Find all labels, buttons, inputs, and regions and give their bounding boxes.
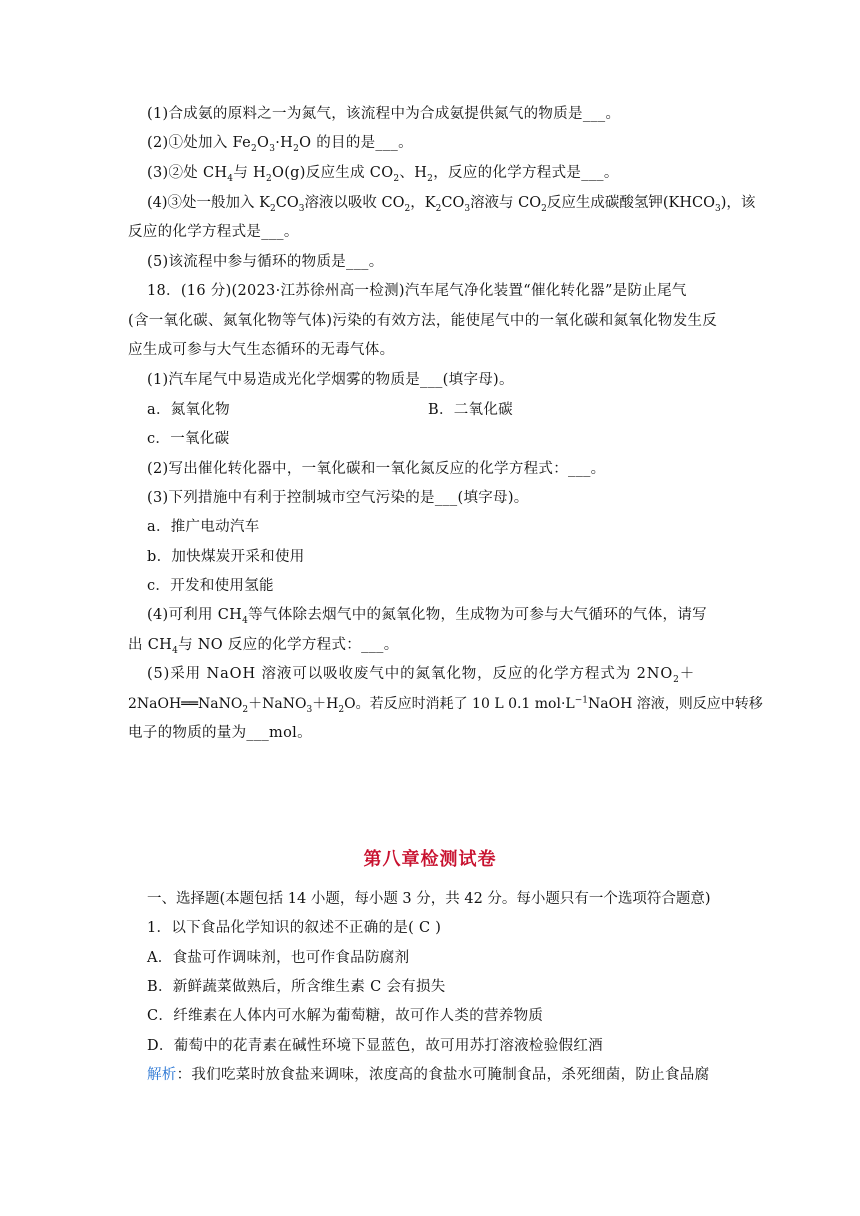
q17-part4-cont: 反应的化学方程式是___。	[128, 224, 299, 240]
q18-option-a: a．氮氧化物	[147, 402, 230, 418]
q18-part3-option-a: a．推广电动汽车	[147, 519, 260, 535]
q17-part4: (4)③处一般加入 $K_2CO_3$溶液以吸收 $CO_2$，$K_2CO_3$溶液与 $CO_2$反应生成碳酸氢钾$(KHCO_3)$，该	[147, 195, 756, 214]
q18-part1-options	[147, 400, 737, 420]
q17-part3: (3)②处 $CH_4$与 $H_2O(g)$反应生成 $CO_2$、$H_2$，反应的化学方程式是___。	[147, 165, 619, 184]
q1-option-c: C．纤维素在人体内可水解为葡萄糖，故可作人类的营养物质	[147, 1008, 544, 1024]
q18-option-b: B．二氧化碳	[428, 402, 513, 418]
q1-analysis: 解析：我们吃菜时放食盐来调味，浓度高的食盐水可腌制食品，杀死细菌，防止食品腐	[147, 1067, 710, 1083]
q18-part3-option-c: c．开发和使用氢能	[147, 578, 274, 594]
q18-part2: (2)写出催化转化器中，一氧化碳和一氧化氮反应的化学方程式：___。	[147, 461, 606, 477]
q18-stem-line1: 18．(16 分)(2023·江苏徐州高一检测)汽车尾气净化装置“催化转化器”是防止尾气	[147, 283, 687, 299]
q17-part2: (2)①处加入 $Fe_2O_3\cdot H_2O$ 的目的是___。	[147, 135, 413, 154]
q1-option-d: D．葡萄中的花青素在碱性环境下显蓝色，故可用苏打溶液检验假红酒	[147, 1038, 603, 1054]
q1-option-b: B．新鲜蔬菜做熟后，所含维生素 C 会有损失	[147, 979, 446, 995]
q18-stem-line2: (含一氧化碳、氮氧化物等气体)污染的有效方法，能使尾气中的一氧化碳和氮氧化物发生反	[128, 313, 718, 329]
q1-option-a: A．食盐可作调味剂，也可作食品防腐剂	[147, 950, 410, 966]
q17-part5: (5)该流程中参与循环的物质是___。	[147, 254, 384, 270]
q18-part3-option-b: b．加快煤炭开采和使用	[147, 549, 305, 565]
q1-stem: 1．以下食品化学知识的叙述不正确的是( C )	[147, 920, 442, 936]
q18-part5-cont: $2NaOH══NaNO_2+NaNO_3+H_2O$。若反应时消耗了 10 L 0.1 $mol\cdot L^{-1}NaOH$ 溶液，则反应中转移	[128, 695, 763, 715]
q18-part5-end: 电子的物质的量为___mol。	[128, 725, 312, 741]
q17-part1: (1)合成氨的原料之一为氮气，该流程中为合成氨提供氮气的物质是___。	[147, 106, 621, 122]
section-heading: 一、选择题(本题包括 14 小题，每小题 3 分，共 42 分。每小题只有一个选项符合题意)	[147, 891, 711, 907]
q18-stem-line3: 应生成可参与大气生态循环的无毒气体。	[128, 342, 395, 358]
q18-part4-cont: 出 $CH_4$与 NO 反应的化学方程式：___。	[128, 637, 399, 656]
q18-part3: (3)下列措施中有利于控制城市空气污染的是___(填字母)。	[147, 490, 529, 506]
q18-option-c: c．一氧化碳	[147, 431, 230, 447]
q18-part5: (5)采用 NaOH 溶液可以吸收废气中的氮氧化物，反应的化学方程式为 $2NO_2+$	[147, 666, 696, 685]
chapter-title: 第八章检测试卷	[363, 849, 497, 870]
q18-part1: (1)汽车尾气中易造成光化学烟雾的物质是___(填字母)。	[147, 372, 514, 388]
q18-part4: (4)可利用 $CH_4$等气体除去烟气中的氮氧化物，生成物为可参与大气循环的气体，请写	[147, 607, 707, 626]
analysis-label: 解析	[147, 1067, 177, 1083]
